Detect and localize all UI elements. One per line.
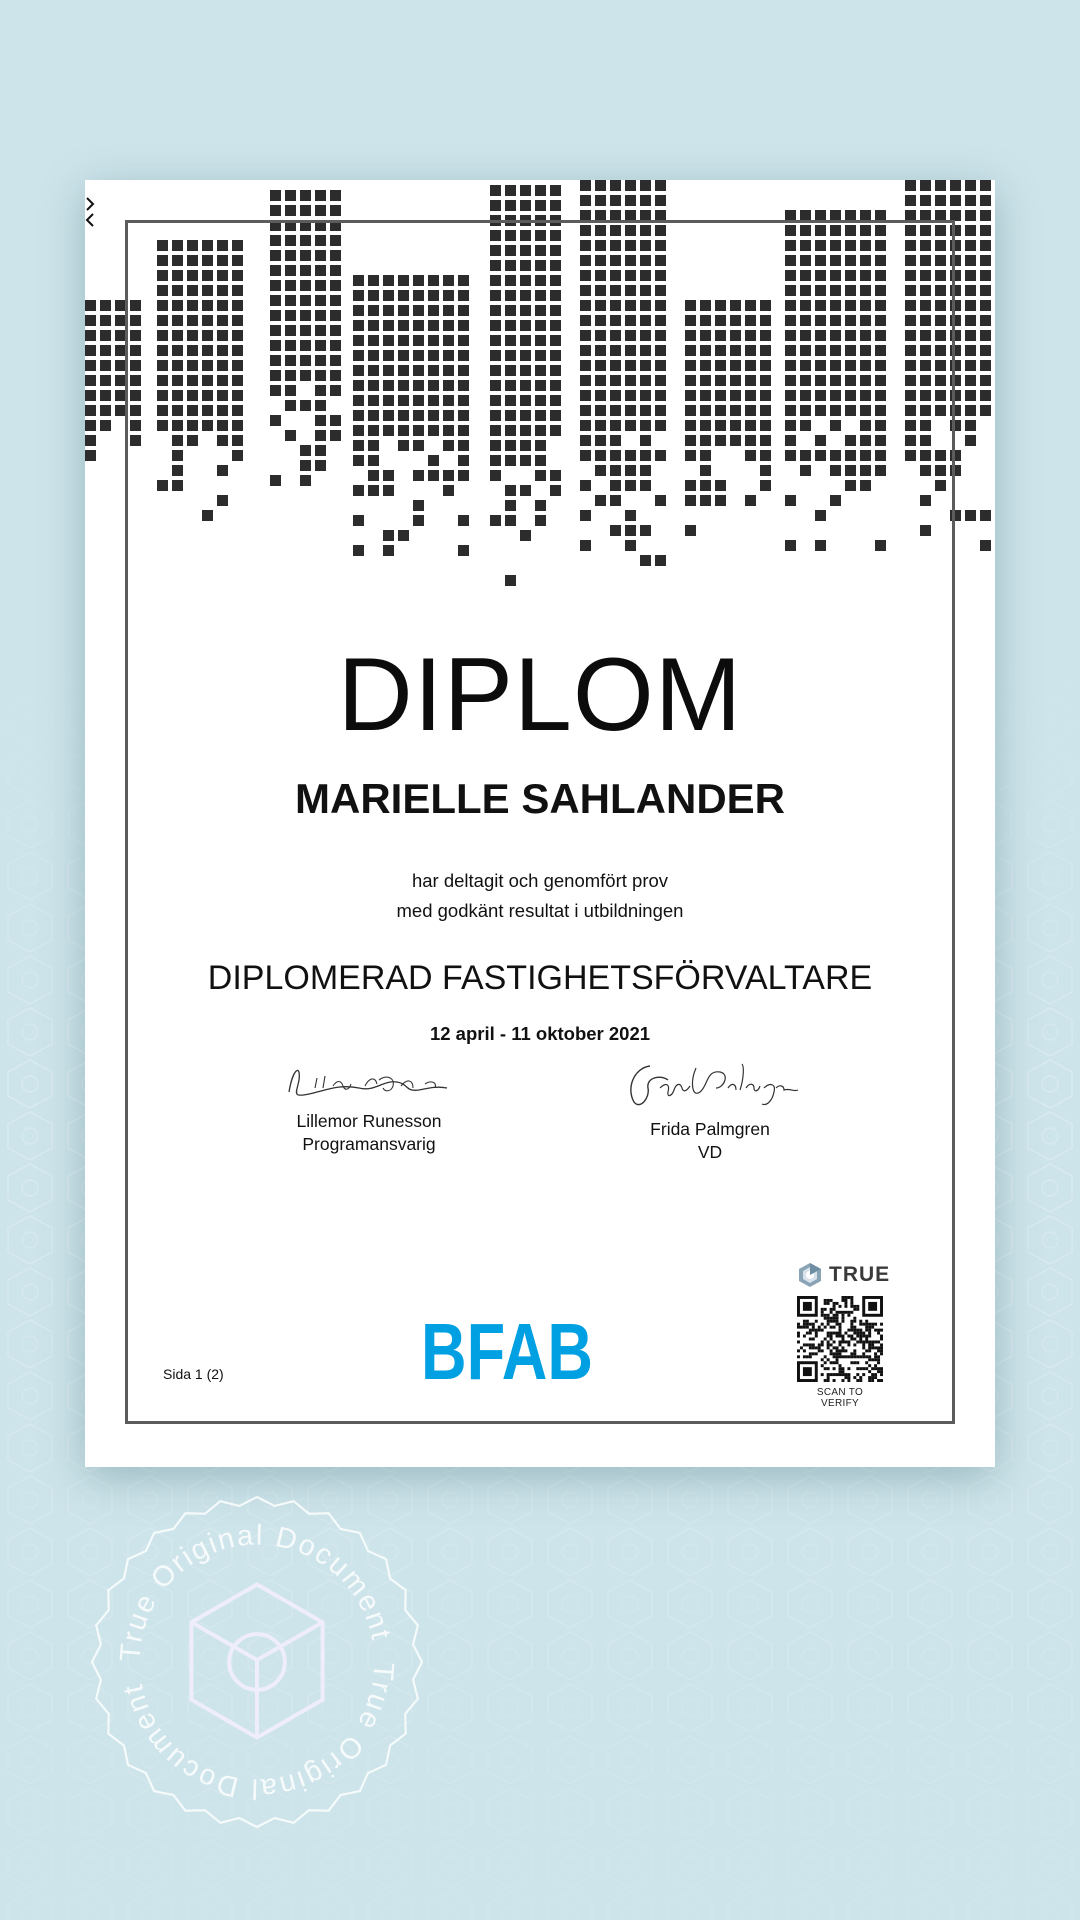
- true-original-document-seal: [88, 1493, 426, 1831]
- true-brand-label: TRUE: [829, 1263, 891, 1286]
- true-hex-logo-icon: [797, 1261, 823, 1289]
- verification-badge[interactable]: [797, 1260, 897, 1420]
- diploma-description: [85, 866, 995, 926]
- expand-arrows-icon[interactable]: [84, 196, 102, 228]
- course-dates: 12 april - 11 oktober 2021: [429, 1023, 651, 1044]
- description-line-2: med godkänt resultat i utbildningen: [396, 900, 684, 921]
- diploma-page: [85, 180, 995, 1467]
- true-brand-row: [797, 1260, 897, 1290]
- page-number: Sida 1 (2): [163, 1366, 224, 1382]
- bfab-logo-text: BFAB: [421, 1307, 593, 1396]
- true-hex-logo-icon: [191, 1584, 322, 1737]
- city-skyline-illustration: [85, 180, 995, 600]
- signature-image: [620, 1058, 800, 1110]
- diploma-title: DIPLOM: [337, 637, 743, 753]
- signature-image: [279, 1058, 459, 1102]
- signatory-role: Programansvarig: [302, 1134, 436, 1154]
- signatory-role: VD: [697, 1142, 723, 1162]
- verification-qr-code[interactable]: [797, 1296, 883, 1382]
- signature-block-left: [239, 1058, 499, 1156]
- scan-to-verify-label: SCAN TO VERIFY: [816, 1387, 864, 1409]
- svg-text:True Original Document: [114, 1519, 397, 1662]
- bfab-logo: [417, 1307, 597, 1396]
- course-name: DIPLOMERAD FASTIGHETSFÖRVALTARE: [207, 959, 873, 997]
- seal-text-repeat: True Original Document: [116, 1661, 400, 1805]
- signatory-name: Lillemor Runesson: [296, 1111, 442, 1131]
- signature-block-right: [580, 1058, 840, 1164]
- seal-text: True Original Document: [114, 1519, 398, 1663]
- recipient-name: MARIELLE SAHLANDER: [295, 775, 785, 822]
- signatory-name: Frida Palmgren: [650, 1119, 770, 1139]
- description-line-1: har deltagit och genomfört prov: [411, 870, 669, 891]
